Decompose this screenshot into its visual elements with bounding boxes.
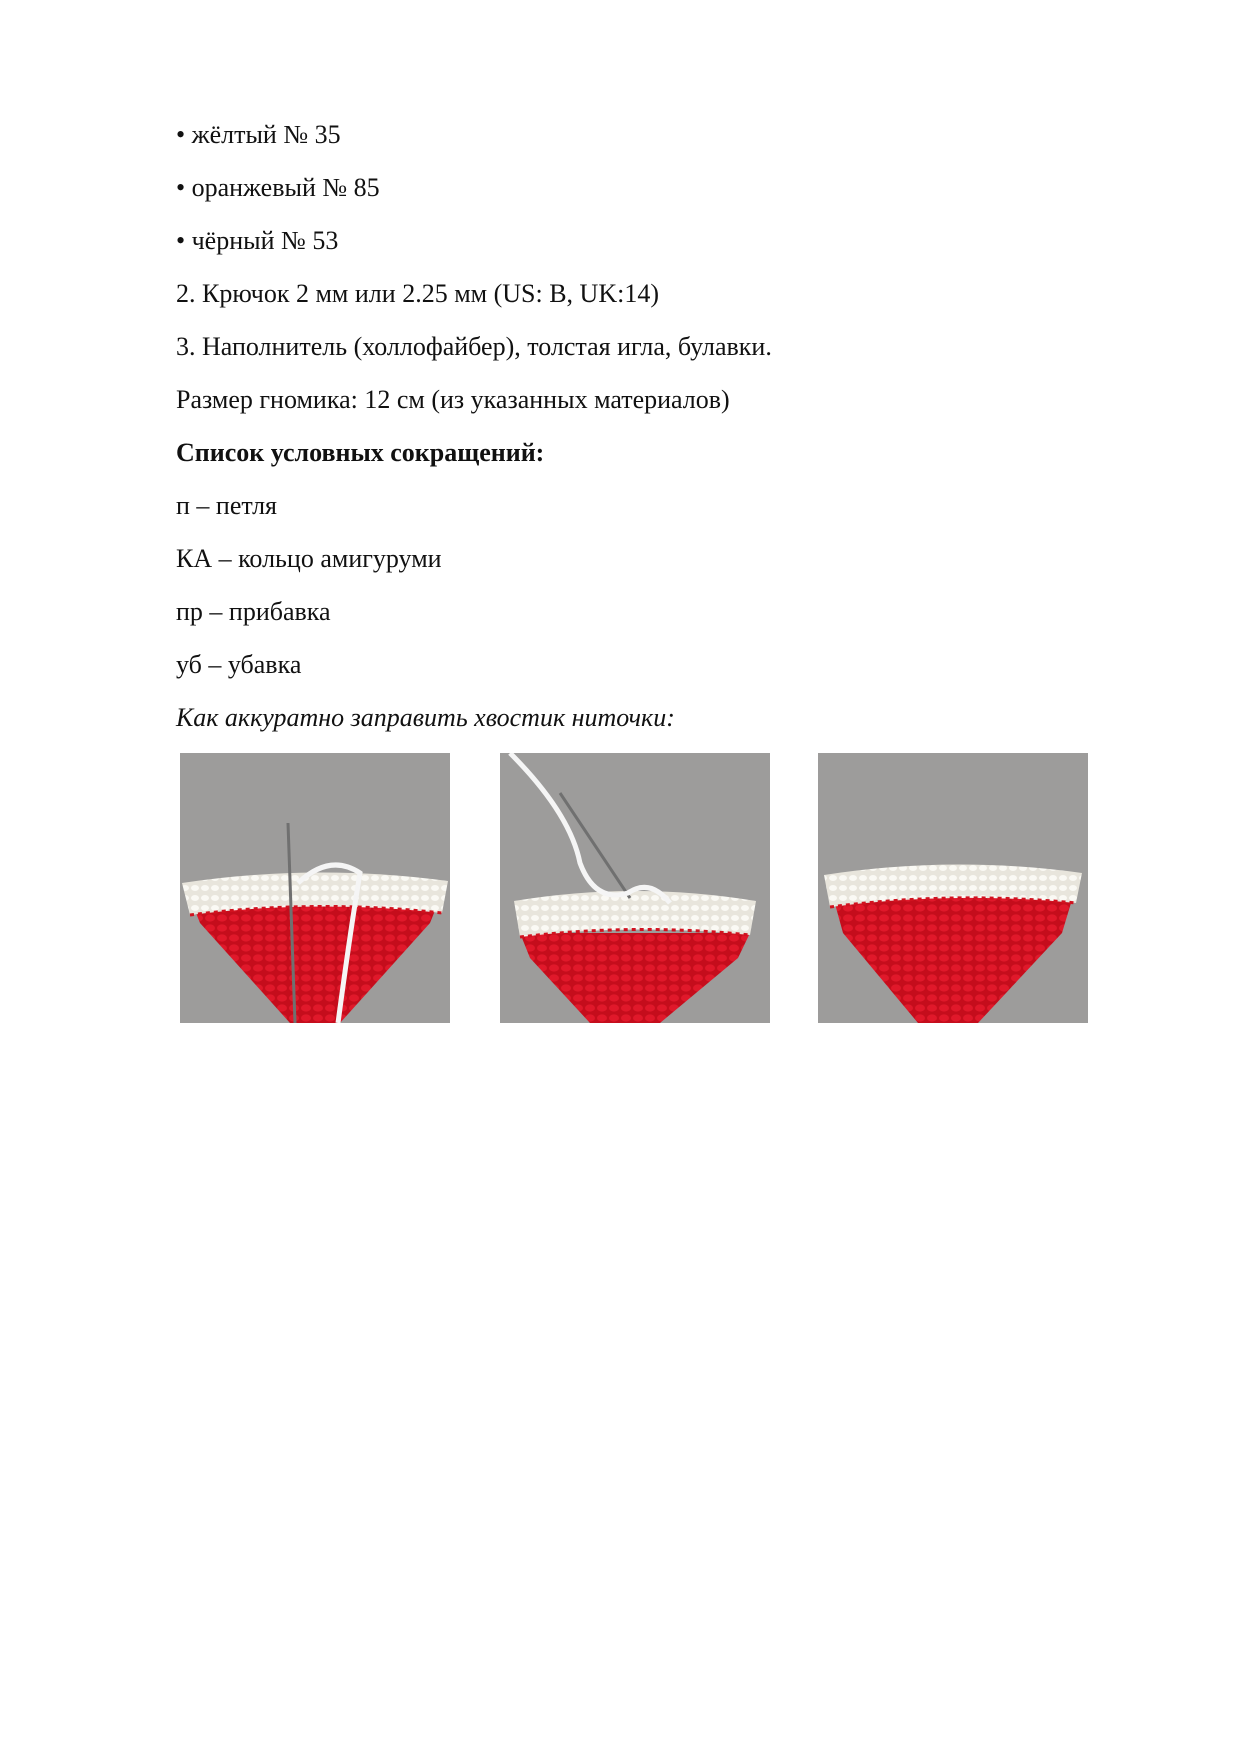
crochet-cone-finished-icon [818, 753, 1088, 1023]
photo-step-1 [180, 753, 450, 1023]
tail-instruction: Как аккуратно заправить хвостик ниточки: [176, 703, 675, 732]
crochet-cone-needle-pull-icon [500, 753, 770, 1023]
gnome-size: Размер гномика: 12 см (из указанных материалов) [176, 385, 730, 414]
abbrev-increase: пр – прибавка [176, 597, 331, 626]
material-orange: • оранжевый № 85 [176, 173, 380, 202]
material-yellow: • жёлтый № 35 [176, 120, 341, 149]
photo-step-3 [818, 753, 1088, 1023]
hook-size: 2. Крючок 2 мм или 2.25 мм (US: B, UK:14) [176, 279, 659, 308]
crochet-cone-needle-through-icon [180, 753, 450, 1023]
abbreviations-heading: Список условных сокращений: [176, 438, 545, 467]
stuffing-tools: 3. Наполнитель (холлофайбер), толстая игла, булавки. [176, 332, 772, 361]
photo-step-2 [500, 753, 770, 1023]
abbrev-ring: КА – кольцо амигуруми [176, 544, 442, 573]
abbrev-loop: п – петля [176, 491, 278, 520]
abbrev-decrease: уб – убавка [176, 650, 302, 679]
material-black: • чёрный № 53 [176, 226, 339, 255]
